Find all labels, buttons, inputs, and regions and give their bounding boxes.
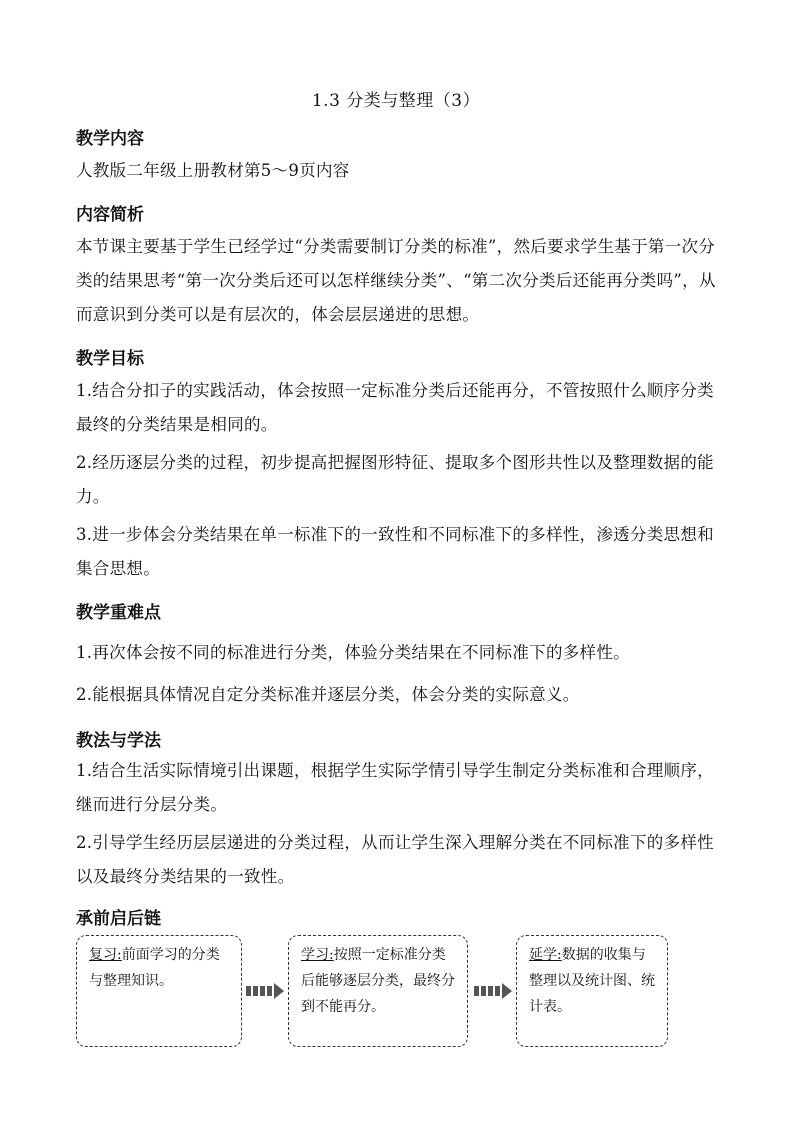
- paragraph-content-analysis: 本节课主要基于学生已经学过“分类需要制订分类的标准”，然后要求学生基于第一次分类的结果思考“第一次分类后还可以怎样继续分类”、“第二次分类后还能再分类吗”，从而意识到分类可以是有层次的，体会层层递进的思想。: [76, 237, 716, 324]
- chain-box-review: [76, 935, 242, 1047]
- chain-box-extend: [516, 935, 668, 1047]
- chain-text-extend: 数据的收集与整理以及统计图、统计表。: [529, 947, 655, 1015]
- page-title: 1.3 分类与整理（3）: [311, 91, 481, 111]
- chain-label-learn: 学习:: [301, 947, 334, 963]
- paragraph-method-2: 2.引导学生经历层层递进的分类过程，从而让学生深入理解分类在不同标准下的多样性以及最终分类结果的一致性。: [76, 833, 714, 886]
- paragraph-goal-1: 1.结合分扣子的实践活动，体会按照一定标准分类后还能再分，不管按照什么顺序分类最终的分类结果是相同的。: [76, 381, 714, 434]
- chain-label-extend: 延学:: [529, 947, 562, 963]
- paragraph-teaching-content: 人教版二年级上册教材第5～9页内容: [76, 161, 350, 180]
- heading-teaching-content: 教学内容: [76, 129, 144, 149]
- chain-text-review: 前面学习的分类与整理知识。: [89, 947, 220, 989]
- paragraph-difficulty-1: 1.再次体会按不同的标准进行分类，体验分类结果在不同标准下的多样性。: [76, 643, 630, 662]
- arrow-right-icon: [474, 983, 512, 999]
- arrow-right-icon: [246, 983, 284, 999]
- chain-text-learn: 按照一定标准分类后能够逐层分类，最终分到不能再分。: [301, 947, 455, 1015]
- heading-content-analysis: 内容简析: [76, 205, 144, 225]
- paragraph-goal-3: 3.进一步体会分类结果在单一标准下的一致性和不同标准下的多样性，渗透分类思想和集合思想。: [76, 525, 714, 578]
- paragraph-difficulty-2: 2.能根据具体情况自定分类标准并逐层分类，体会分类的实际意义。: [76, 685, 580, 704]
- chain-label-review: 复习:: [89, 947, 122, 963]
- paragraph-goal-2: 2.经历逐层分类的过程，初步提高把握图形特征、提取多个图形共性以及整理数据的能力。: [76, 453, 714, 506]
- heading-chain: 承前启后链: [76, 909, 161, 929]
- heading-methods: 教法与学法: [76, 731, 161, 751]
- heading-teaching-goals: 教学目标: [76, 349, 144, 369]
- paragraph-method-1: 1.结合生活实际情境引出课题，根据学生实际学情引导学生制定分类标准和合理顺序，继而进行分层分类。: [76, 761, 714, 814]
- chain-box-learn: [288, 935, 468, 1047]
- heading-key-difficulties: 教学重难点: [76, 603, 161, 623]
- chain-diagram: [76, 935, 676, 1055]
